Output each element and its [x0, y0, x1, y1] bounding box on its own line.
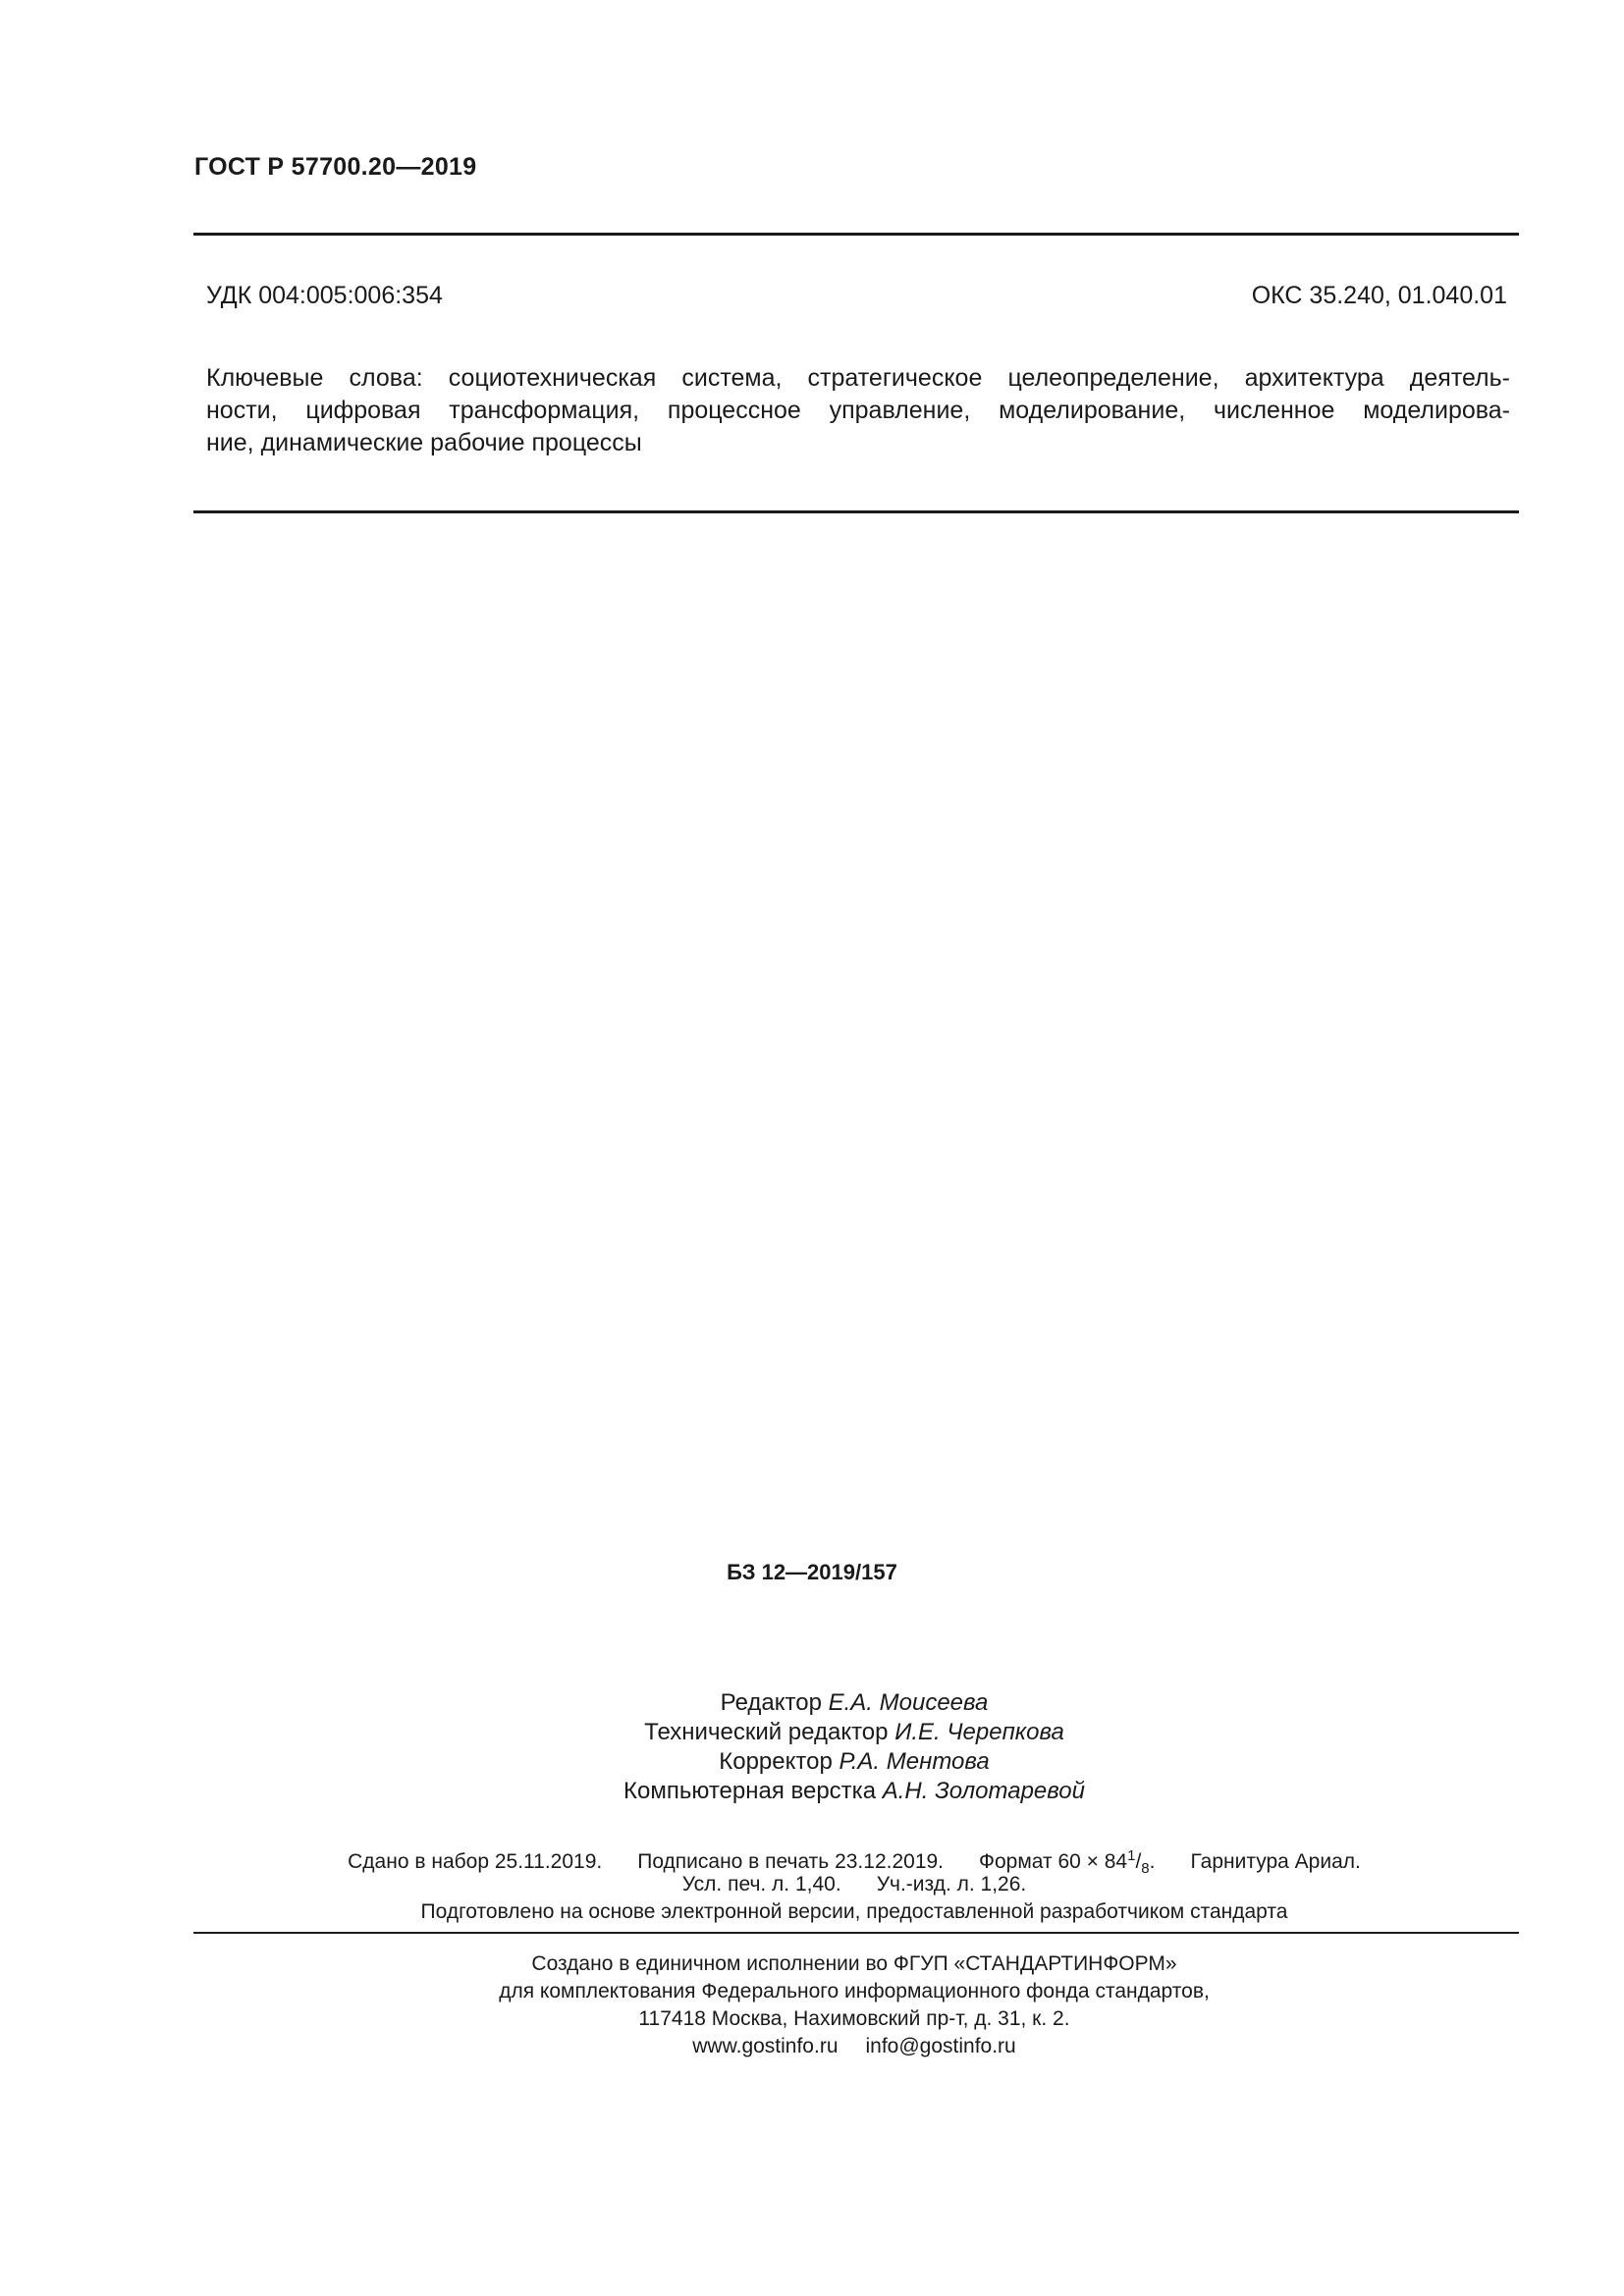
format-end: . [1149, 1850, 1156, 1873]
print-sheets: Усл. печ. л. 1,40. [681, 1873, 841, 1896]
publisher-line: Создано в единичном исполнении во ФГУП «СТАНДАРТИНФОРМ» [531, 1952, 1177, 1975]
email-link[interactable]: info@gostinfo.ru [865, 2035, 1016, 2057]
credit-line [0, 1777, 1624, 1806]
credit-line [0, 1688, 1624, 1718]
signed-date: Подписано в печать 23.12.2019. [637, 1850, 945, 1873]
typeface: Гарнитура Ариал. [1190, 1850, 1361, 1873]
credit-role: Редактор [720, 1689, 822, 1716]
editorial-credits [0, 1688, 1624, 1806]
credit-role: Компьютерная верстка [623, 1778, 877, 1804]
publisher-line: для комплектования Федерального информационного фонда стандартов, [499, 1980, 1210, 2002]
keywords-divider [193, 510, 1519, 513]
credit-line [0, 1718, 1624, 1747]
credit-name: А.Н. Золотаревой [882, 1778, 1085, 1804]
udk-code: УДК 004:005:006:354 [206, 282, 443, 309]
credit-line [0, 1747, 1624, 1777]
format-slash: / [1135, 1850, 1142, 1873]
imprint-line-2 [0, 1871, 1624, 1897]
credit-role: Технический редактор [644, 1719, 889, 1745]
credit-name: Е.А. Моисеева [828, 1689, 989, 1716]
format-denominator: 8 [1141, 1860, 1150, 1878]
print-format [979, 1847, 1156, 1878]
imprint-divider [193, 1932, 1519, 1934]
prepared-note: Подготовлено на основе электронной версии, предоставленной разработчиком стандарта [420, 1900, 1288, 1923]
keywords-line: ние, динамические рабочие процессы [206, 429, 642, 456]
submitted-date: Сдано в набор 25.11.2019. [348, 1850, 603, 1873]
credit-name: Р.А. Ментова [839, 1748, 990, 1775]
top-divider [193, 233, 1519, 236]
keywords-paragraph [206, 362, 1510, 459]
oks-code: ОКС 35.240, 01.040.01 [1251, 282, 1507, 309]
publisher-sheets: Уч.-изд. л. 1,26. [876, 1873, 1027, 1896]
credit-name: И.Е. Черепкова [894, 1719, 1064, 1745]
keywords-line: ности, цифровая трансформация, процессное управление, моделирование, численное моделирова- [206, 397, 1510, 424]
publisher-contacts [0, 2033, 1624, 2060]
website-link[interactable]: www.gostinfo.ru [692, 2035, 839, 2057]
publisher-block [0, 1950, 1624, 2060]
format-prefix: Формат 60 × 84 [979, 1850, 1128, 1873]
credit-role: Корректор [719, 1748, 833, 1775]
format-numerator: 1 [1127, 1847, 1136, 1864]
standard-number-header: ГОСТ Р 57700.20—2019 [194, 153, 477, 181]
keywords-line: Ключевые слова: социотехническая система, стратегическое целеопределение, архитектура деятель- [206, 364, 1510, 392]
catalog-number: БЗ 12—2019/157 [727, 1560, 897, 1584]
publisher-address: 117418 Москва, Нахимовский пр-т, д. 31, к. 2. [638, 2007, 1070, 2030]
